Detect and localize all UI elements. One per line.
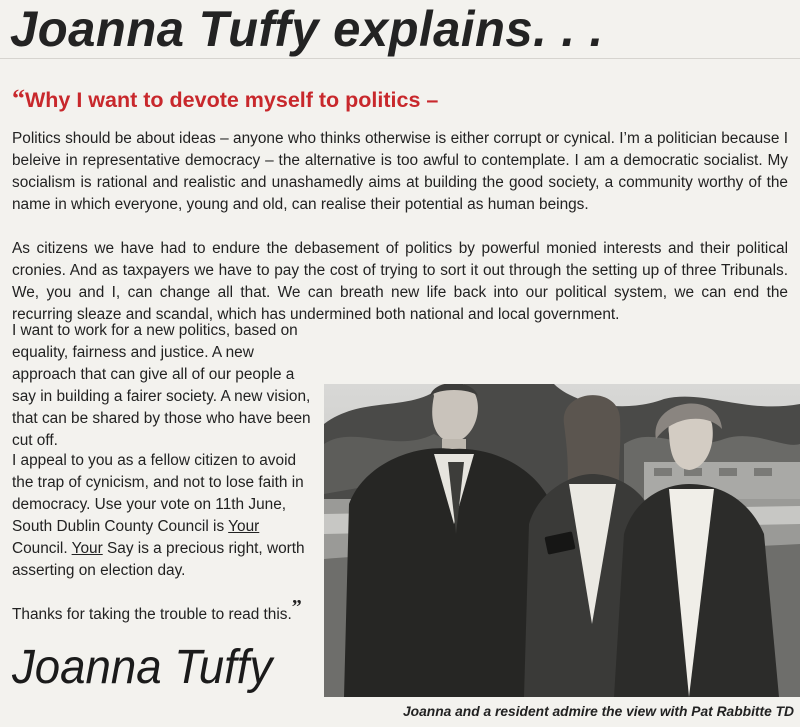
header-rule: [0, 58, 800, 59]
paragraph-new-politics: I want to work for a new politics, based on equality, fairness and justice. A new approach that can give all of our people a say in building a fairer society. A new vision, that can be shared by those who have been cut off.: [12, 322, 311, 449]
photo-illustration: [324, 384, 800, 697]
open-quote-mark: “: [12, 84, 25, 113]
photo-caption: Joanna and a resident admire the view with Pat Rabbitte TD: [403, 704, 794, 719]
appeal-text-c: Say is a precious right, worth asserting on election day.: [12, 540, 305, 579]
paragraph-appeal: [12, 450, 315, 582]
your-underlined-1: Your: [228, 518, 260, 535]
appeal-text-b: Council.: [12, 540, 72, 557]
headline: Joanna Tuffy explains. . .: [10, 1, 604, 57]
signature: Joanna Tuffy: [12, 641, 273, 694]
appeal-text-a: I appeal to you as a fellow citizen to avoid the trap of cynicism, and not to lose faith in democracy. Use your vote on 11th June, South Dublin County Council is: [12, 452, 304, 535]
your-underlined-2: Your: [71, 540, 103, 557]
close-quote-mark: ”: [291, 596, 302, 618]
paragraph-ideas: Politics should be about ideas – anyone who thinks otherwise is either corrupt or cynical. I’m a politician because I beleive in representative democracy – the alternative is too awful to contemplate. I am a democratic socialist. My socialism is rational and realistic and unashamedly aims at building the good society, a community worthy of the name in which everyone, young and old, can realise their potential as human beings.: [12, 130, 788, 213]
subheading: [12, 84, 438, 114]
paragraph-citizens: As citizens we have had to endure the debasement of politics by powerful monied interests and their political cronies. And as taxpayers we have to pay the cost of trying to sort it out through the setting up of three Tribunals. We, you and I, can change all that. We can breath new life back into our political system, we can end the recurring sleaze and scandal, which has undermined both national and local government.: [12, 240, 788, 323]
subheading-text: Why I want to devote myself to politics –: [25, 88, 439, 112]
thanks-text: Thanks for taking the trouble to read this.: [12, 606, 292, 623]
paragraph-thanks: [12, 596, 315, 626]
photo: [324, 384, 800, 697]
